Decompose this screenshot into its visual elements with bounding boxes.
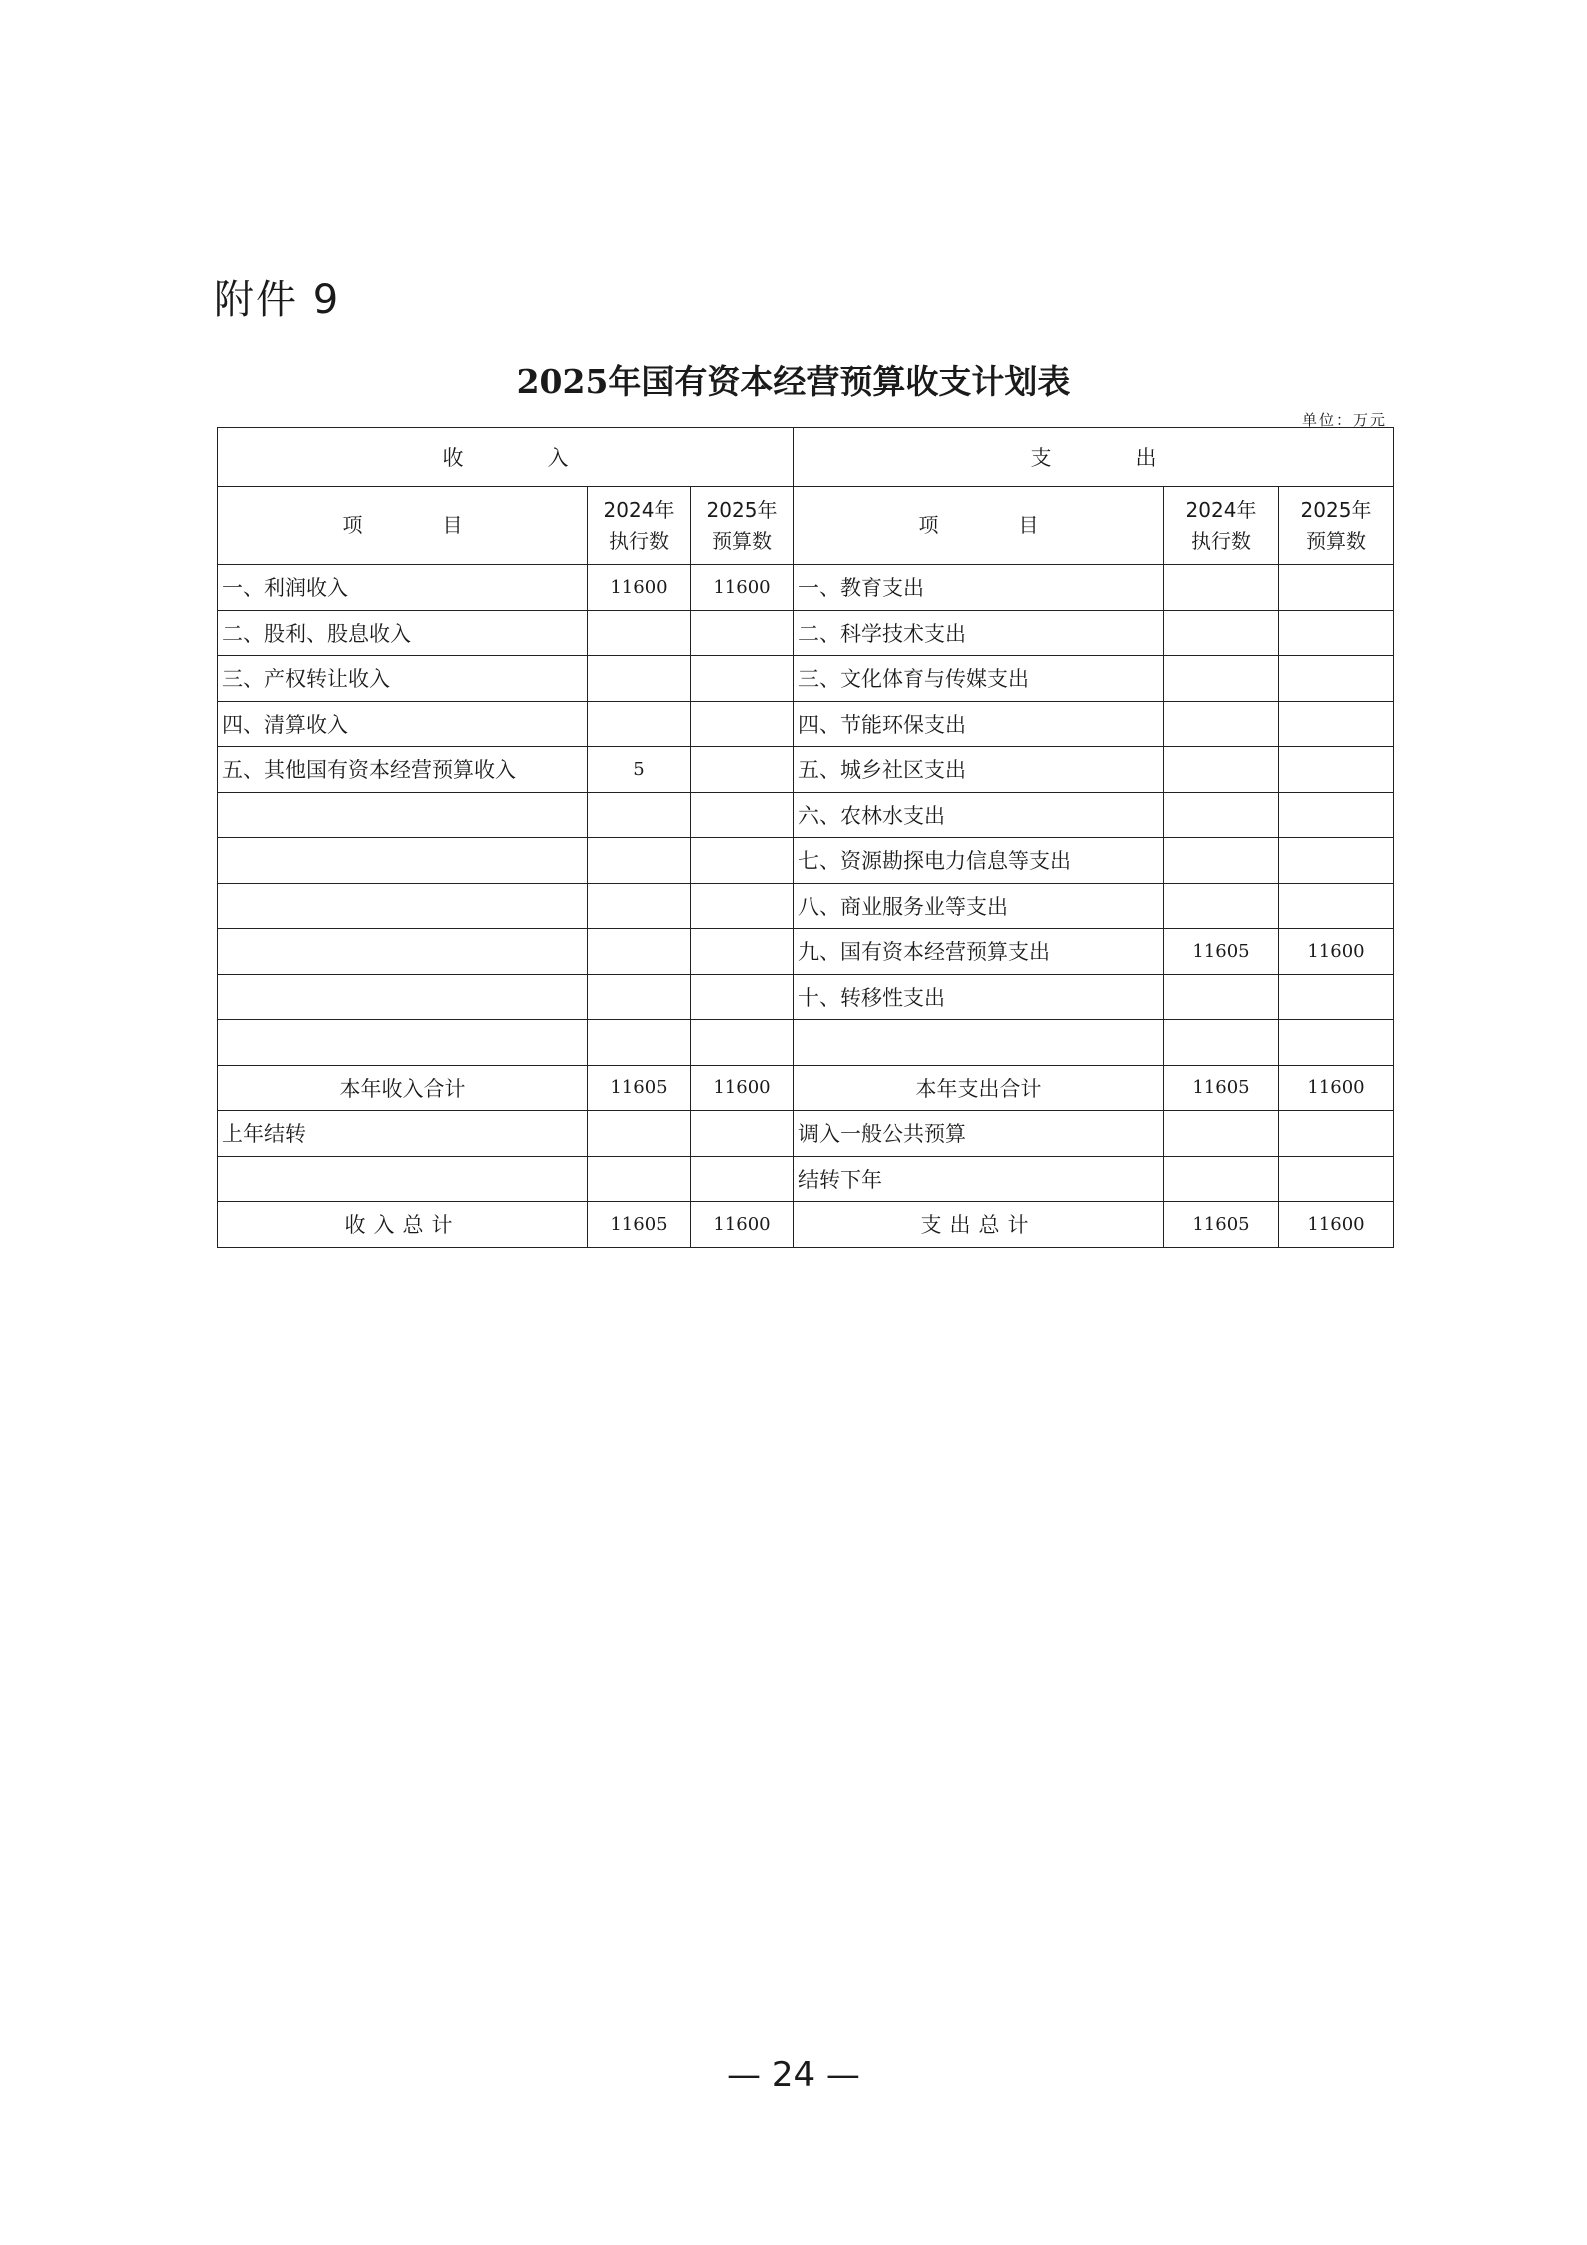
expense-2024-cell: 11605 <box>1164 1202 1279 1248</box>
grand-total-row <box>218 1202 1394 1248</box>
unit-label: 单位：万元 <box>1301 411 1387 429</box>
income-item-cell <box>218 838 588 884</box>
income-2024-cell: 11605 <box>588 1065 691 1111</box>
income-2025-cell <box>691 610 794 656</box>
income-item-cell: 二、股利、股息收入 <box>218 610 588 656</box>
income-2025-cell <box>691 838 794 884</box>
income-2025-cell: 11600 <box>691 1202 794 1248</box>
income-item-cell: 五、其他国有资本经营预算收入 <box>218 747 588 793</box>
income-item-cell: 三、产权转让收入 <box>218 656 588 702</box>
expense-2025-cell <box>1279 656 1394 702</box>
table-row <box>218 929 1394 975</box>
income-2024-cell <box>588 1156 691 1202</box>
income-2024-cell <box>588 1020 691 1066</box>
table-row <box>218 656 1394 702</box>
year-total-row <box>218 1065 1394 1111</box>
expense-2024-cell: 11605 <box>1164 1065 1279 1111</box>
expense-2024-cell <box>1164 701 1279 747</box>
income-2025-cell <box>691 701 794 747</box>
expense-2025-cell <box>1279 610 1394 656</box>
expense-2025-cell: 11600 <box>1279 1065 1394 1111</box>
expense-2024-cell <box>1164 838 1279 884</box>
income-2024-cell: 11605 <box>588 1202 691 1248</box>
expense-2024-cell <box>1164 1020 1279 1066</box>
income-2025-cell <box>691 1111 794 1157</box>
expense-2025-cell <box>1279 747 1394 793</box>
income-item-cell <box>218 1156 588 1202</box>
income-section-header: 收 入 <box>218 428 794 487</box>
income-item-cell: 本年收入合计 <box>218 1065 588 1111</box>
income-2025-cell <box>691 974 794 1020</box>
income-2024-cell <box>588 610 691 656</box>
expense-2024-header: 2024年 执行数 <box>1164 487 1279 565</box>
income-2024-cell <box>588 974 691 1020</box>
income-2025-cell <box>691 747 794 793</box>
income-2025-cell <box>691 792 794 838</box>
table-row <box>218 883 1394 929</box>
expense-2024-cell <box>1164 610 1279 656</box>
expense-2024-cell <box>1164 1156 1279 1202</box>
income-2024-cell: 5 <box>588 747 691 793</box>
expense-2024-cell <box>1164 1111 1279 1157</box>
budget-table <box>217 427 1394 1248</box>
income-item-cell: 四、清算收入 <box>218 701 588 747</box>
income-item-header: 项 目 <box>218 487 588 565</box>
expense-2024-cell <box>1164 792 1279 838</box>
expense-item-cell: 五、城乡社区支出 <box>794 747 1164 793</box>
income-2025-header: 2025年 预算数 <box>691 487 794 565</box>
income-2024-cell <box>588 792 691 838</box>
table-row <box>218 792 1394 838</box>
income-2024-cell <box>588 1111 691 1157</box>
expense-section-header: 支 出 <box>794 428 1394 487</box>
income-item-cell: 上年结转 <box>218 1111 588 1157</box>
income-2025-cell <box>691 656 794 702</box>
expense-2024-cell <box>1164 974 1279 1020</box>
expense-item-cell: 七、资源勘探电力信息等支出 <box>794 838 1164 884</box>
expense-2025-cell <box>1279 565 1394 611</box>
income-2024-cell <box>588 656 691 702</box>
expense-2024-cell <box>1164 656 1279 702</box>
table-row <box>218 974 1394 1020</box>
expense-2025-cell: 11600 <box>1279 1202 1394 1248</box>
expense-item-cell: 十、转移性支出 <box>794 974 1164 1020</box>
attachment-label: 附件 9 <box>214 277 341 323</box>
income-2025-cell <box>691 1020 794 1066</box>
income-item-cell: 一、利润收入 <box>218 565 588 611</box>
expense-2025-cell <box>1279 1020 1394 1066</box>
expense-item-cell: 二、科学技术支出 <box>794 610 1164 656</box>
expense-item-cell: 三、文化体育与传媒支出 <box>794 656 1164 702</box>
income-2024-header: 2024年 执行数 <box>588 487 691 565</box>
income-2025-cell: 11600 <box>691 565 794 611</box>
income-2024-cell <box>588 929 691 975</box>
column-header-row <box>218 487 1394 565</box>
budget-table-body <box>218 428 1394 1248</box>
expense-item-cell <box>794 1020 1164 1066</box>
expense-2025-cell <box>1279 1111 1394 1157</box>
income-2024-cell: 11600 <box>588 565 691 611</box>
section-header-row <box>218 428 1394 487</box>
page-title: 2025年国有资本经营预算收支计划表 <box>516 362 1071 401</box>
income-item-cell: 收入总计 <box>218 1202 588 1248</box>
expense-2024-cell <box>1164 747 1279 793</box>
expense-2025-cell <box>1279 974 1394 1020</box>
expense-item-cell: 本年支出合计 <box>794 1065 1164 1111</box>
table-row <box>218 701 1394 747</box>
income-2024-cell <box>588 838 691 884</box>
expense-2025-cell <box>1279 701 1394 747</box>
expense-2025-cell <box>1279 883 1394 929</box>
income-2024-cell <box>588 701 691 747</box>
expense-item-cell: 支出总计 <box>794 1202 1164 1248</box>
expense-item-cell: 六、农林水支出 <box>794 792 1164 838</box>
income-item-cell <box>218 974 588 1020</box>
income-2025-cell <box>691 1156 794 1202</box>
expense-item-cell: 四、节能环保支出 <box>794 701 1164 747</box>
table-row <box>218 565 1394 611</box>
expense-item-cell: 结转下年 <box>794 1156 1164 1202</box>
income-2025-cell <box>691 929 794 975</box>
expense-item-cell: 调入一般公共预算 <box>794 1111 1164 1157</box>
income-2025-cell <box>691 883 794 929</box>
carry-row <box>218 1111 1394 1157</box>
expense-2025-header: 2025年 预算数 <box>1279 487 1394 565</box>
page-number: — 24 — <box>727 2055 860 2095</box>
expense-2025-cell <box>1279 792 1394 838</box>
table-row <box>218 1020 1394 1066</box>
income-item-cell <box>218 1020 588 1066</box>
expense-2025-cell <box>1279 1156 1394 1202</box>
expense-2024-cell: 11605 <box>1164 929 1279 975</box>
income-item-cell <box>218 792 588 838</box>
expense-item-cell: 九、国有资本经营预算支出 <box>794 929 1164 975</box>
table-row <box>218 610 1394 656</box>
income-item-cell <box>218 883 588 929</box>
expense-item-cell: 八、商业服务业等支出 <box>794 883 1164 929</box>
income-2024-cell <box>588 883 691 929</box>
income-2025-cell: 11600 <box>691 1065 794 1111</box>
carry-row <box>218 1156 1394 1202</box>
expense-2024-cell <box>1164 565 1279 611</box>
expense-2025-cell: 11600 <box>1279 929 1394 975</box>
expense-item-header: 项 目 <box>794 487 1164 565</box>
table-row <box>218 747 1394 793</box>
expense-2025-cell <box>1279 838 1394 884</box>
expense-2024-cell <box>1164 883 1279 929</box>
expense-item-cell: 一、教育支出 <box>794 565 1164 611</box>
income-item-cell <box>218 929 588 975</box>
table-row <box>218 838 1394 884</box>
